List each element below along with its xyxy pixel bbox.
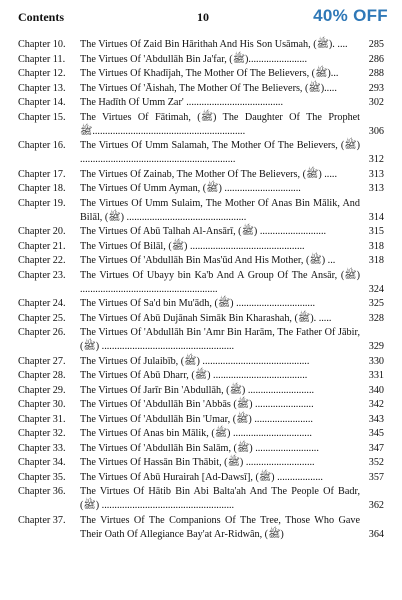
chapter-title: The Virtues Of 'Abdullāh Bin 'Abbās (ﷺ) .......................: [80, 399, 314, 410]
chapter-title: The Virtues Of Umm Ayman, (ﷺ) ..............................: [80, 183, 301, 194]
chapter-title: The Virtues Of Anas bin Mālik, (ﷺ) ...............................: [80, 428, 312, 439]
discount-badge: 40% OFF: [313, 6, 388, 25]
toc-entry: [18, 168, 384, 182]
chapter-page-number: 313: [368, 183, 384, 194]
chapter-title: The Virtues Of Abū Dharr, (ﷺ) .....................................: [80, 370, 308, 381]
chapter-label: Chapter 29.: [18, 384, 66, 396]
toc-entry: [18, 96, 384, 110]
chapter-page-number: 325: [368, 298, 384, 309]
chapter-page-number: 318: [368, 255, 384, 266]
toc-entry: [18, 398, 384, 412]
toc-entry: [18, 82, 384, 96]
chapter-title: The Virtues Of Umm Salamah, The Mother Of The Believers, (ﷺ) .............................................................: [80, 140, 360, 165]
page-title: Contents: [18, 10, 65, 24]
chapter-label: Chapter 21.: [18, 240, 66, 252]
chapter-label: Chapter 14.: [18, 97, 66, 108]
chapter-page-number: 315: [368, 226, 384, 237]
chapter-title: The Virtues Of Sa'd bin Mu'ādh, (ﷺ) ...............................: [80, 298, 316, 309]
chapter-label: Chapter 19.: [18, 197, 66, 209]
chapter-page-number: 342: [368, 399, 384, 410]
chapter-label: Chapter 31.: [18, 413, 66, 425]
chapter-label: Chapter 33.: [18, 442, 66, 454]
chapter-page-number: 345: [368, 428, 384, 439]
toc-entry: [18, 254, 384, 268]
chapter-page-number: 364: [368, 528, 384, 540]
chapter-label: Chapter 28.: [18, 370, 66, 381]
chapter-label: Chapter 26.: [18, 327, 66, 338]
chapter-page-number: 324: [368, 283, 384, 295]
chapter-page-number: 330: [368, 355, 384, 367]
toc-entry: [18, 240, 384, 254]
chapter-page-number: 313: [368, 168, 384, 180]
toc-entry: [18, 514, 384, 542]
chapter-page-number: 288: [368, 68, 384, 79]
toc-entry: [18, 312, 384, 326]
chapter-page-number: 362: [368, 500, 384, 511]
chapter-label: Chapter 30.: [18, 399, 66, 410]
chapter-label: Chapter 34.: [18, 457, 66, 468]
chapter-title: The Virtues Of Bilāl, (ﷺ) .............................................: [80, 240, 305, 252]
chapter-title: The Virtues Of Abū Talhah Al-Ansārī, (ﷺ) ..........................: [80, 226, 327, 237]
chapter-page-number: 340: [368, 384, 384, 396]
chapter-page-number: 347: [368, 442, 384, 454]
chapter-page-number: 285: [368, 39, 384, 50]
chapter-title: The Virtues Of 'Abdullāh Bin Mas'ūd And His Mother, (ﷺ) ...: [80, 255, 336, 266]
chapter-page-number: 352: [368, 457, 384, 468]
chapter-label: Chapter 32.: [18, 428, 66, 439]
toc-entry: [18, 427, 384, 441]
chapter-label: Chapter 15.: [18, 111, 66, 123]
chapter-page-number: 314: [368, 211, 384, 223]
chapter-title: The Virtues Of Umm Sulaim, The Mother Of Anas Bin Mālik, And Bilāl, (ﷺ) ...............................................: [80, 197, 360, 223]
chapter-label: Chapter 16.: [18, 140, 66, 151]
chapter-title: The Virtues Of Abū Hurairah [Ad-Dawsī], (ﷺ) ..................: [80, 471, 323, 483]
chapter-page-number: 293: [368, 82, 384, 94]
chapter-page-number: 302: [368, 97, 384, 108]
toc-entry: [18, 225, 384, 239]
chapter-title: The Virtues Of 'Abdullāh Bin Salām, (ﷺ) .........................: [80, 442, 319, 454]
toc-entry: [18, 53, 384, 67]
chapter-page-number: 357: [368, 471, 384, 483]
chapter-label: Chapter 37.: [18, 514, 66, 526]
chapter-title: The Virtues Of 'Abdullāh Bin 'Umar, (ﷺ) .......................: [80, 413, 313, 425]
chapter-title: The Virtues Of 'Āishah, The Mother Of The Believers, (ﷺ).....: [80, 82, 337, 94]
chapter-page-number: 331: [368, 370, 384, 381]
toc-entry: [18, 442, 384, 456]
chapter-title: The Virtues Of Abū Dujānah Simāk Bin Kharashah, (ﷺ). .....: [80, 312, 332, 324]
toc-entry: [18, 38, 384, 52]
chapter-page-number: 328: [368, 312, 384, 324]
chapter-title: The Hadīth Of Umm Zar' ......................................: [80, 97, 284, 108]
chapter-title: The Virtues Of Julaibīb, (ﷺ) ..........................................: [80, 355, 310, 367]
chapter-label: Chapter 22.: [18, 255, 66, 266]
chapter-title: The Virtues Of Ubayy bin Ka'b And A Group Of The Ansār, (ﷺ) ......................................................: [80, 269, 360, 295]
chapter-title: The Virtues Of Fātimah, (ﷺ) The Daughter Of The Prophet ﷺ............................................................: [80, 111, 361, 137]
toc-entry: [18, 384, 384, 398]
page-header: [0, 0, 402, 40]
chapter-title: The Virtues Of Jarīr Bin 'Abdullāh, (ﷺ) ..........................: [80, 384, 315, 396]
toc-entry: [18, 326, 384, 354]
chapter-page-number: 306: [368, 125, 384, 137]
chapter-title: The Virtues Of Hassān Bin Thābit, (ﷺ) ...........................: [80, 457, 315, 468]
chapter-title: The Virtues Of Zaid Bin Hārithah And His Son Usāmah, (ﷺ). ....: [80, 39, 348, 50]
chapter-label: Chapter 24.: [18, 298, 66, 309]
toc-entry: [18, 197, 384, 225]
toc-entry: [18, 369, 384, 383]
toc-entry: [18, 485, 384, 513]
chapter-page-number: 329: [368, 341, 384, 352]
chapter-page-number: 312: [368, 154, 384, 165]
chapter-label: Chapter 20.: [18, 226, 66, 237]
chapter-page-number: 318: [368, 240, 384, 252]
chapter-label: Chapter 18.: [18, 183, 66, 194]
toc-entry: [18, 355, 384, 369]
chapter-title: The Virtues Of Zainab, The Mother Of The Believers, (ﷺ) .....: [80, 168, 337, 180]
chapter-page-number: 286: [368, 53, 384, 65]
toc-entry: [18, 471, 384, 485]
chapter-title: The Virtues Of The Companions Of The Tree, Those Who Gave Their Oath Of Allegiance Bay'at Ar-Ridwân, (ﷺ): [80, 514, 360, 540]
chapter-label: Chapter 12.: [18, 68, 66, 79]
chapter-title: The Virtues Of Hātib Bin Abi Balta'ah And The People Of Badr, (ﷺ) ....................................................: [80, 486, 360, 511]
toc-entry: [18, 182, 384, 196]
chapter-label: Chapter 13.: [18, 82, 66, 94]
page-number: 10: [197, 10, 209, 24]
chapter-label: Chapter 25.: [18, 312, 66, 324]
toc-entry: [18, 111, 384, 139]
toc-entry: [18, 269, 384, 297]
chapter-label: Chapter 23.: [18, 269, 66, 281]
toc-entry: [18, 297, 384, 311]
chapter-title: The Virtues Of 'Abdullāh Bin 'Amr Bin Harām, The Father Of Jābir, (ﷺ) ....................................................: [80, 327, 360, 352]
toc-entry: [18, 67, 384, 81]
chapter-label: Chapter 11.: [18, 53, 66, 65]
chapter-title: The Virtues Of Khadījah, The Mother Of The Believers, (ﷺ)...: [80, 68, 339, 79]
table-of-contents: [18, 38, 384, 542]
chapter-label: Chapter 17.: [18, 168, 66, 180]
chapter-label: Chapter 27.: [18, 355, 66, 367]
chapter-page-number: 343: [368, 413, 384, 425]
chapter-label: Chapter 35.: [18, 471, 66, 483]
chapter-label: Chapter 36.: [18, 486, 66, 497]
toc-entry: [18, 139, 384, 167]
chapter-title: The Virtues Of 'Abdullāh Bin Ja'far, (ﷺ).......................: [80, 53, 307, 65]
chapter-label: Chapter 10.: [18, 39, 66, 50]
toc-entry: [18, 413, 384, 427]
toc-entry: [18, 456, 384, 470]
